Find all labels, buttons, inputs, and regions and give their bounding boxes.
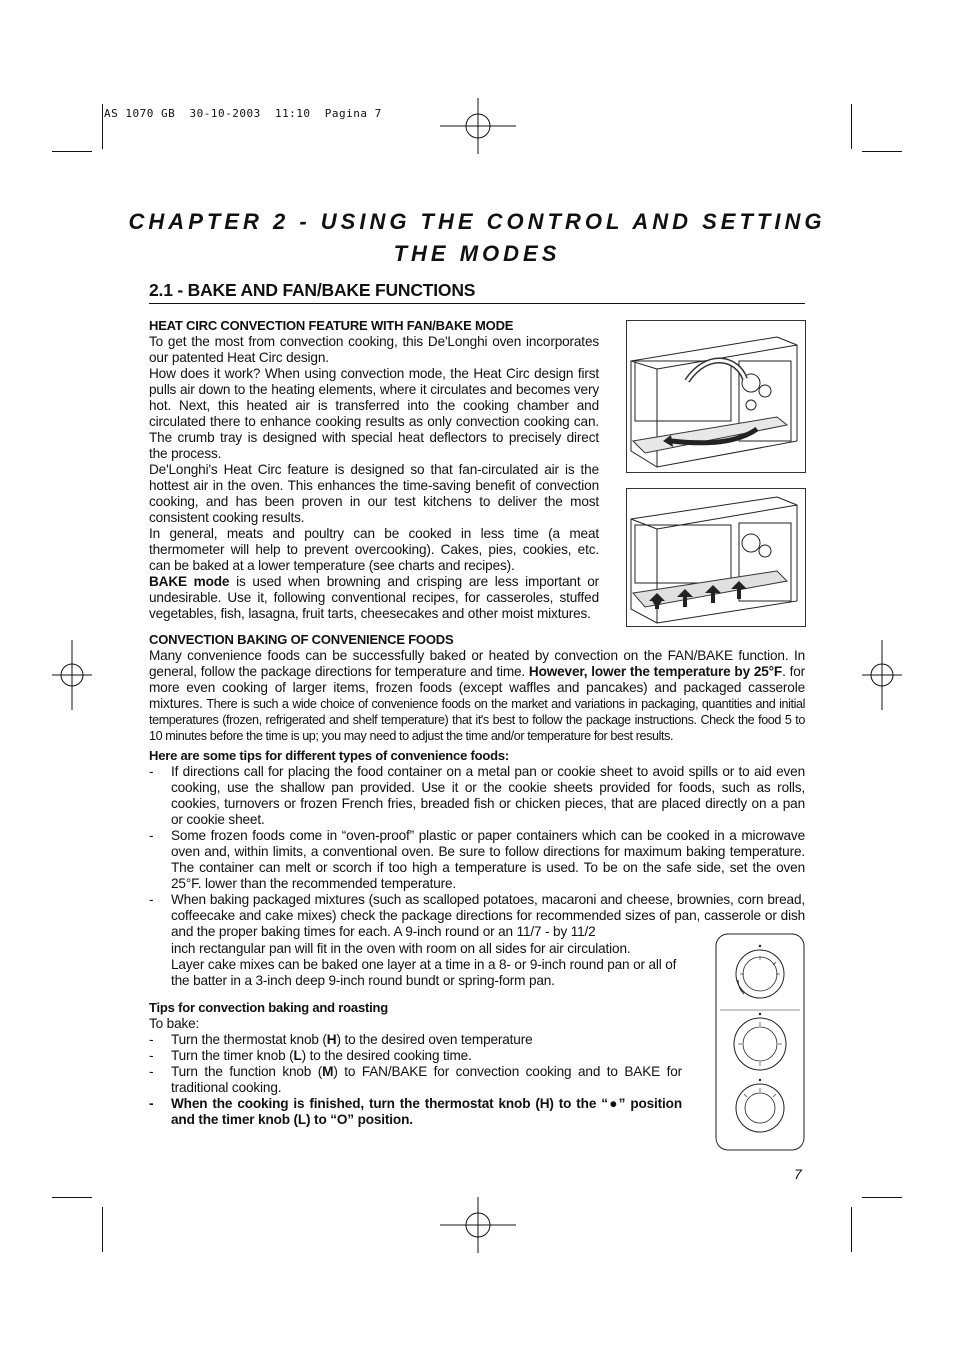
step-item: - Turn the function knob (M) to FAN/BAKE for convection cooking and to BAKE for traditional cooking. bbox=[149, 1064, 682, 1096]
registration-mark-top-icon bbox=[440, 98, 516, 154]
registration-mark-left-icon bbox=[52, 640, 92, 710]
step-item: - When the cooking is finished, turn the thermostat knob (H) to the “●” position and the timer knob (L) to “O” position. bbox=[149, 1096, 682, 1128]
roasting-heading: Tips for convection baking and roasting bbox=[149, 1000, 388, 1015]
oven-convection-airflow-figure bbox=[626, 320, 806, 473]
convenience-heading: CONVECTION BAKING OF CONVENIENCE FOODS bbox=[149, 632, 454, 647]
registration-mark-bottom-icon bbox=[440, 1197, 516, 1253]
registration-mark-right-icon bbox=[862, 640, 902, 710]
step-item: - Turn the timer knob (L) to the desired cooking time. bbox=[149, 1048, 682, 1064]
heat-circ-paragraph: To get the most from convection cooking, this De'Longhi oven incorporates our patented Heat Circ design. bbox=[149, 334, 599, 365]
tip-continuation-line: inch rectangular pan will fit in the oven with room on all sides for air circulation. bbox=[171, 941, 631, 956]
step-item: - Turn the thermostat knob (H) to the desired oven temperature bbox=[149, 1032, 682, 1048]
chapter-title: CHAPTER 2 - USING THE CONTROL AND SETTING THE MODES bbox=[128, 209, 826, 266]
heat-circ-paragraph: In general, meats and poultry can be cooked in less time (a meat thermometer will help to prevent overcooking). Cakes, pies, cookies, etc. can be baked at a lower temperature (see charts and recipes). bbox=[149, 526, 599, 573]
oven-bake-heat-figure bbox=[626, 488, 806, 627]
tip-continuation-line: Layer cake mixes can be baked one layer at a time in a 8- or 9-inch round pan or all of the batter in a 3-inch deep 9-inch round bundt or spring-form pan. bbox=[171, 957, 677, 988]
print-header: AS 1070 GB 30-10-2003 11:10 Pagina 7 bbox=[104, 107, 382, 120]
convenience-foods-block bbox=[149, 632, 805, 940]
heat-circ-paragraph: How does it work? When using convection mode, the Heat Circ design first pulls air down to the heating elements, where it circulates and becomes very hot. Next, this heated air is transferred into the cooking chamber and circulated there to enhance cooking results as only convection cooking can. The crumb tray is designed with special heat deflectors to precisely direct the process. bbox=[149, 366, 599, 461]
convenience-paragraph: Many convenience foods can be successfully baked or heated by convection on the FAN/BAKE function. In general, follow the package directions for temperature and time. However, lower the temperature by 25°F. for more even cooking of larger items, frozen foods (except waffles and pancakes) and packaged casserole mixtures. There is such a wide choice of convenience foods on the market and variations in packaging, quantities and initial temperatures (frozen, refrigerated and shelf temperature) that it's best to follow the package instructions. Check the food 5 to 10 minutes before the time is up; you may need to adjust the time and/or temperature for best results. bbox=[149, 648, 805, 743]
tip-item: - Some frozen foods come in “oven-proof” plastic or paper containers which can be cooked in a microwave oven and, within limits, a conventional oven. Be sure to follow directions for maximum baking temperature. The container can melt or scorch if too high a temperature is used. To be on the safe side, set the oven 25°F. lower than the recommended temperature. bbox=[149, 828, 805, 892]
heat-circ-paragraph: De'Longhi's Heat Circ feature is designed so that fan-circulated air is the hottest air in the oven. This enhances the time-saving benefit of convection cooking, and has been proven in our test kitchens to deliver the most consistent cooking results. bbox=[149, 462, 599, 525]
tip-continuation bbox=[171, 941, 691, 989]
bake-mode-paragraph: BAKE mode is used when browning and crisping are less important or undesirable. Use it, following conventional recipes, for casseroles, stuffed vegetables, fish, lasagna, fruit tarts, cheesecakes and other moist mixtures. bbox=[149, 574, 599, 621]
section-divider bbox=[149, 303, 805, 304]
roasting-intro: To bake: bbox=[149, 1016, 200, 1031]
tip-item: - If directions call for placing the food container on a metal pan or cookie sheet to avoid spills or to aid even cooking, use the shallow pan provided. Use it or the cookie sheets provided for foods, such as rolls, cookies, turnovers or frozen French fries, breaded fish or chicken pieces, that are placed directly on a pan or cookie sheet. bbox=[149, 764, 805, 828]
heat-circ-block bbox=[149, 318, 599, 622]
heat-circ-heading: HEAT CIRC CONVECTION FEATURE WITH FAN/BAKE MODE bbox=[149, 318, 514, 333]
section-title: 2.1 - BAKE AND FAN/BAKE FUNCTIONS bbox=[149, 280, 476, 300]
tip-item: - When baking packaged mixtures (such as scalloped potatoes, macaroni and cheese, brownies, corn bread, coffeecake and cake mixes) check the package directions for recommended sizes of pan, casserole or dish and the proper baking times for each. A 9-inch round or an 11/7 - by 11/2 bbox=[149, 892, 805, 940]
tips-heading: Here are some tips for different types of convenience foods: bbox=[149, 748, 510, 763]
control-panel-figure bbox=[714, 932, 806, 1152]
roasting-tips-block bbox=[149, 1000, 682, 1128]
page-number: 7 bbox=[794, 1166, 802, 1182]
